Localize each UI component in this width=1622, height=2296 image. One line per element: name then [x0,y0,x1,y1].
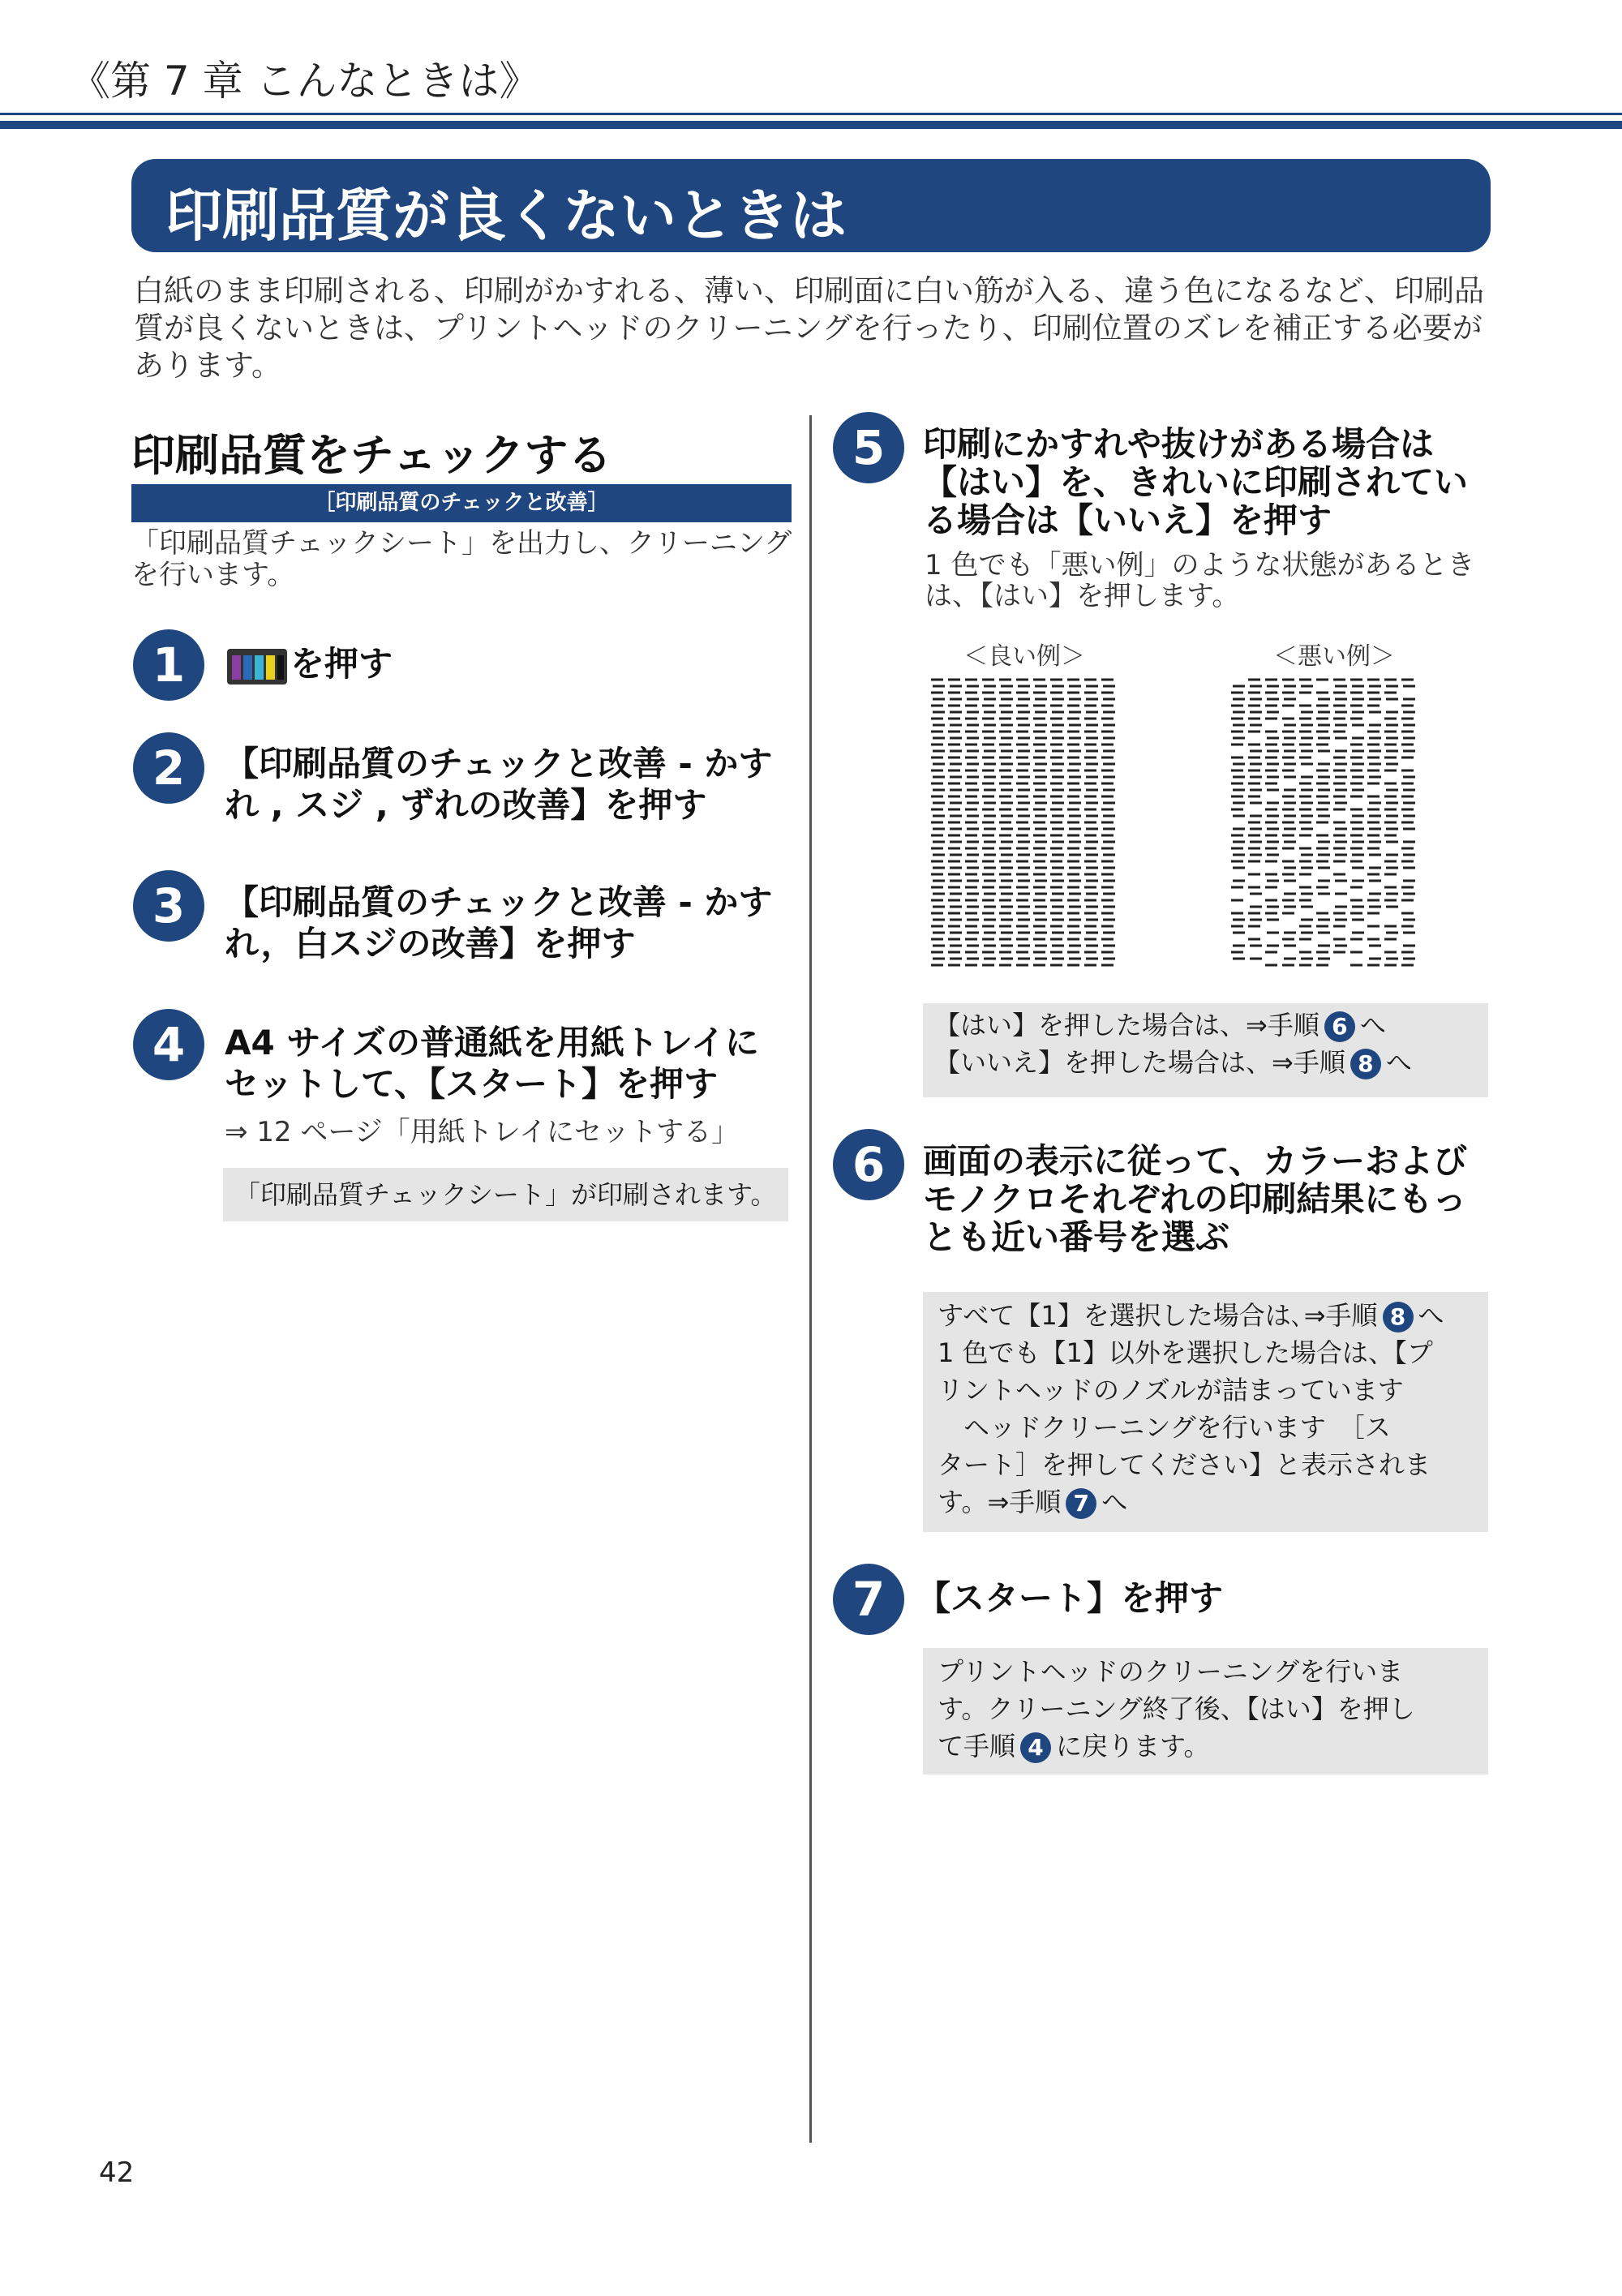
bad-example-label: ＜悪い例＞ [1273,642,1395,671]
step-6-line: とも近い番号を選ぶ [923,1217,1230,1257]
yes-branch-text: 【はい】を押した場合は、⇒手順 [934,1010,1319,1041]
lead-line: 「印刷品質チェックシート」を出力し、クリーニング [131,527,792,560]
step-7-note-line: す。クリーニング終了後、【はい】を押し [938,1693,1415,1724]
step-ref-badge: 8 [1350,1049,1381,1079]
yes-branch-line [934,1006,1477,1044]
no-branch-line [934,1044,1477,1081]
step-1-badge: 1 [133,629,204,701]
step-2-line: れ , スジ , ずれの改善】を押す [225,785,707,825]
section-lead [131,528,796,591]
intro-line: 質が良くないときは、プリントヘッドのクリーニングを行ったり、印刷位置のズレを補正する必要が [134,311,1483,345]
step-3-title [225,882,772,964]
intro-paragraph [134,273,1496,384]
step-7-note [923,1648,1488,1775]
step-6-note [923,1292,1488,1532]
chapter-heading: 《第 7 章 こんなときは》 [70,58,540,105]
step-ref-badge: 8 [1383,1302,1414,1333]
step-ref-badge: 4 [1020,1732,1051,1763]
no-branch-text: 【いいえ】を押した場合は、⇒手順 [934,1047,1345,1078]
step-5-line: 印刷にかすれや抜けがある場合は [923,424,1435,464]
step-6-note-text: す。⇒手順 [938,1487,1062,1517]
intro-line: 白紙のまま印刷される、印刷がかすれる、薄い、印刷面に白い筋が入る、違う色になるなど、印刷品 [134,273,1484,308]
step-7-line: 【スタート】を押す [916,1578,1224,1618]
step-1-title [227,643,393,685]
step-6-note-suffix: へ [1418,1300,1444,1331]
step-7-note-line: プリントヘッドのクリーニングを行いま [938,1656,1404,1687]
step-5-text-line: は、【はい】を押します。 [925,580,1240,612]
step-ref-badge: 6 [1324,1011,1355,1042]
step-6-note-line: 1 色でも【1】以外を選択した場合は、【プ [938,1337,1433,1368]
step-5-line: る場合は【いいえ】を押す [923,500,1332,540]
step-7-note-suffix: に戻ります。 [1056,1731,1210,1762]
step-6-line: 画面の表示に従って、カラーおよび [923,1141,1468,1181]
step-3-badge: 3 [133,870,204,942]
yes-branch-suffix: へ [1359,1010,1386,1041]
step-3-line: 【印刷品質のチェックと改善 - かす [225,882,773,922]
step-6-note-text: すべて【1】を選択した場合は､⇒手順 [938,1300,1378,1331]
step-6-line: モノクロそれぞれの印刷結果にもっ [923,1179,1467,1219]
step-4-title [225,1022,759,1105]
lead-line: を行います。 [131,559,295,591]
page-number: 42 [99,2157,135,2189]
step-7-note-text: て手順 [938,1731,1016,1762]
ink-cartridge-icon [227,649,287,685]
step-6-note-suffix: へ [1101,1487,1128,1517]
step-6-note-line: ヘッドクリーニングを行います ［ス [938,1412,1391,1443]
section-title: 印刷品質をチェックする [131,430,612,481]
step-5-text [925,550,1474,612]
page-title: 印刷品質が良くないときは [165,182,847,249]
no-branch-suffix: へ [1385,1047,1412,1078]
step-4-badge: 4 [133,1009,204,1080]
step-6-note-line [938,1483,1474,1521]
intro-line: あります。 [134,348,282,383]
step-7-title [916,1577,1223,1619]
step-4-line: セットして、【スタート】を押す [225,1064,719,1104]
good-nozzle-pattern [931,678,1119,972]
step-6-note-line [938,1297,1474,1334]
page-title-banner [131,159,1491,252]
step-5-line: 【はい】を、きれいに印刷されてい [923,462,1469,502]
step-ref-badge: 7 [1066,1488,1096,1519]
step-4-line: A4 サイズの普通紙を用紙トレイに [225,1023,759,1062]
step-5-badge: 5 [833,412,904,483]
step-2-badge: 2 [133,732,204,804]
step-7-badge: 7 [833,1564,904,1635]
step-4-note-text: 「印刷品質チェックシート」が印刷されます。 [234,1179,777,1210]
step-4-reference [225,1117,739,1148]
step-7-note-line [938,1727,1474,1765]
step-2-line: 【印刷品質のチェックと改善 - かす [225,744,773,783]
step-5-text-line: 1 色でも「悪い例」のような状態があるとき [925,549,1475,582]
step-3-line: れ，白スジの改善】を押す [225,924,636,963]
step-6-badge: 6 [833,1129,904,1200]
header-rule [0,113,1622,115]
good-example-label: ＜良い例＞ [963,642,1085,671]
header-rule [0,121,1622,129]
step-5-note [923,1003,1488,1097]
page-reference: ⇒ 12 ページ「用紙トレイにセットする」 [225,1116,739,1148]
column-divider [809,415,812,2143]
menu-path-bar: ［印刷品質のチェックと改善］ [131,484,792,522]
step-5-title [923,425,1468,539]
step-6-note-line: リントヘッドのノズルが詰まっています [938,1375,1404,1405]
step-2-title [225,743,772,826]
step-6-note-line: タート］を押してください】と表示されま [938,1449,1431,1480]
step-1-label: を押す [290,644,393,684]
step-6-title [923,1142,1467,1256]
step-4-note [223,1168,788,1221]
bad-nozzle-pattern [1231,678,1419,972]
